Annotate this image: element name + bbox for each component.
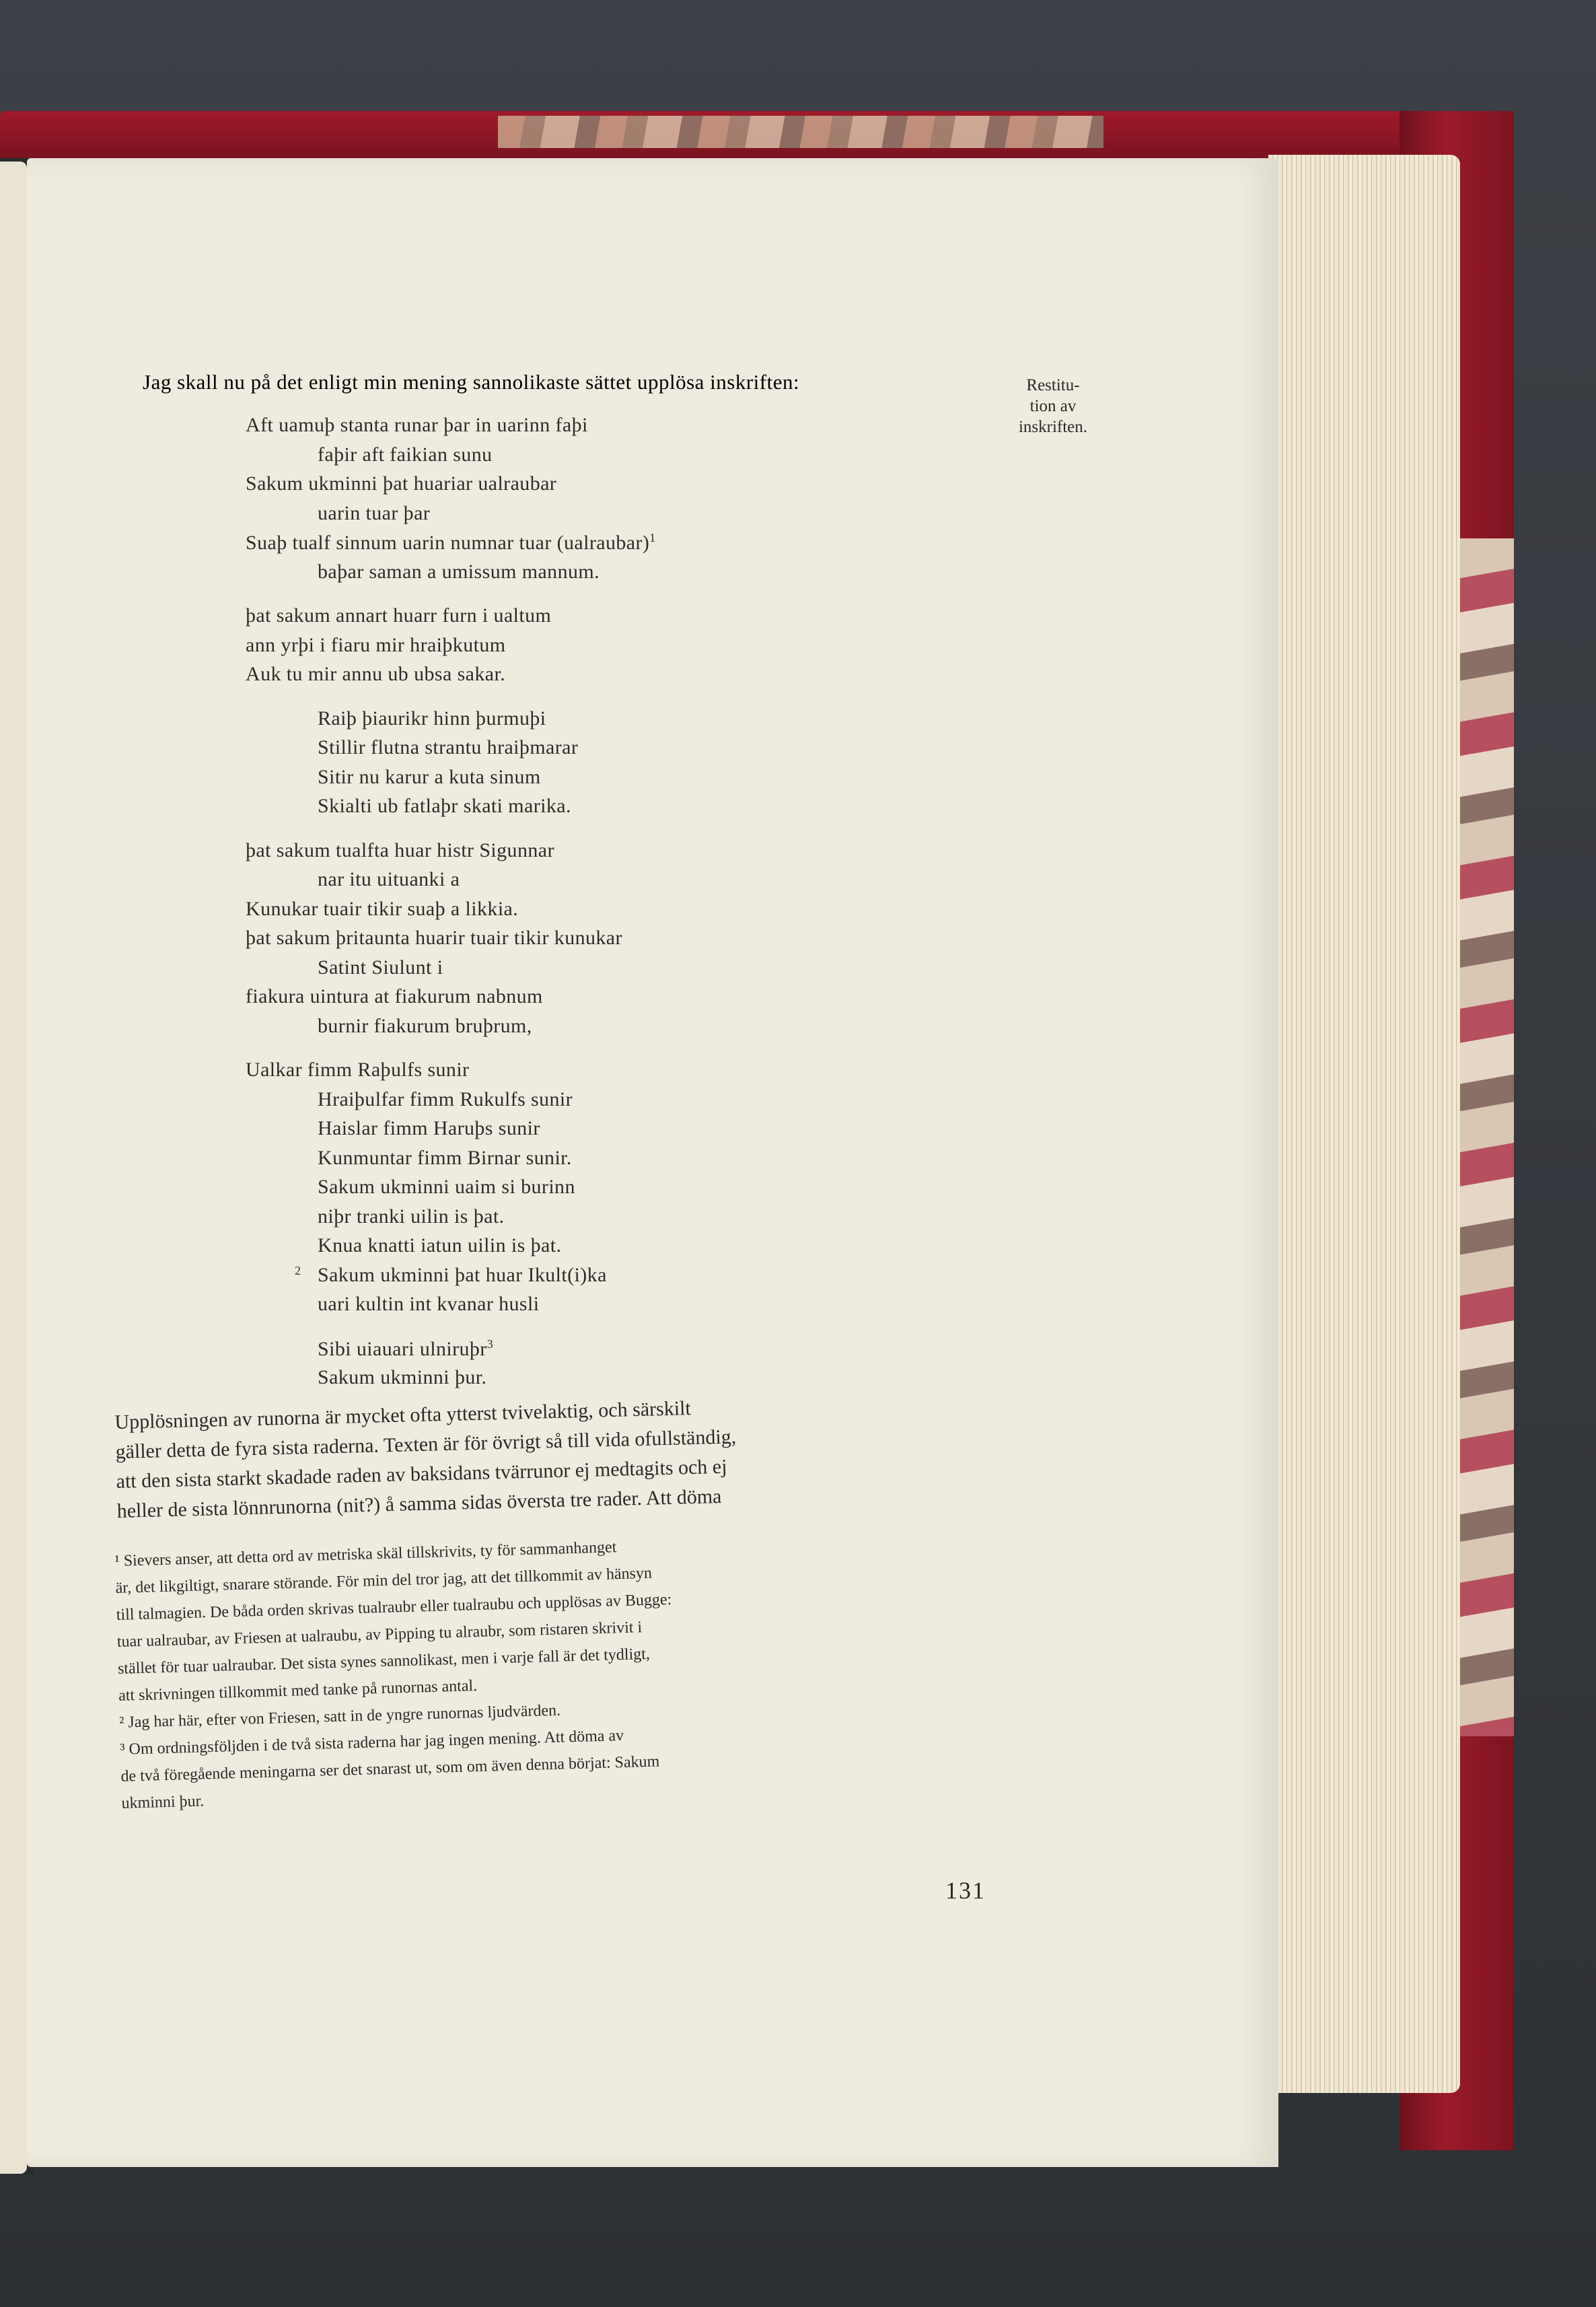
poem-line-text: Haislar fimm Haruþs sunir — [318, 1117, 540, 1139]
paragraph-line: heller de sista lönnrunorna (nit?) å samma sidas översta tre rader. Att döma — [116, 1485, 722, 1522]
poem-line-text: Knua knatti iatun uilin is þat. — [318, 1234, 562, 1256]
poem-line — [318, 868, 460, 891]
poem-line-text: Sitir nu karur a kuta sinum — [318, 766, 541, 788]
poem-line-text: þat sakum tualfta huar histr Sigunnar — [246, 839, 554, 861]
poem-line-text: niþr tranki uilin is þat. — [318, 1205, 505, 1228]
footnote-line: att skrivningen tillkommit med tanke på runornas antal. — [118, 1677, 478, 1705]
footnote-marker: 2 — [295, 1264, 301, 1277]
marbled-endpaper-top — [498, 116, 1103, 148]
poem-line — [318, 1176, 575, 1199]
poem-line-text: fiakura uintura at fiakurum nabnum — [246, 985, 543, 1007]
poem-line — [246, 472, 556, 495]
poem-line — [246, 663, 505, 686]
paragraph-line: att den sista starkt skadade raden av baksidans tvärrunor ej medtagits och ej — [116, 1455, 727, 1493]
poem-line — [246, 1059, 469, 1081]
footnotes — [114, 1524, 996, 1817]
footnote-line: ukminni þur. — [121, 1792, 205, 1812]
page-stack-edges — [1268, 155, 1460, 2093]
poem-line — [318, 795, 571, 818]
poem-line-text: Raiþ þiaurikr hinn þurmuþi — [318, 707, 546, 730]
poem-line-text: Auk tu mir annu ub ubsa sakar. — [246, 663, 506, 685]
poem-line — [318, 1147, 572, 1170]
footnote-line: ³ Om ordningsföljden i de två sista raderna har jag ingen mening. Att döma av — [120, 1726, 624, 1759]
footnote-line: tuar ualraubar, av Friesen at ualraubu, av Pipping tu alraubr, som ristaren skrivit i — [116, 1619, 643, 1651]
poem-line-text: Skialti ub fatlaþr skati marika. — [318, 795, 571, 817]
poem-line — [318, 1234, 561, 1257]
poem-line-text: Sakum ukminni þat huariar ualraubar — [246, 472, 557, 495]
footnote-line: de två föregående meningarna ser det snarast ut, som om även denna börjat: Sakum — [120, 1752, 660, 1785]
footnote-line: stället för tuar ualraubar. Det sista synes sannolikast, men i varje fall är det tydligt, — [117, 1645, 651, 1678]
poem-line — [246, 604, 551, 627]
poem-line-text: Suaþ tualf sinnum uarin numnar tuar (ualraubar) — [246, 532, 650, 554]
poem-line — [318, 736, 578, 759]
margin-note-line: inskriften. — [1018, 418, 1088, 436]
footnote-line: ¹ Sievers anser, att detta ord av metriska skäl tillskrivits, ty för sammanhanget — [114, 1538, 617, 1570]
poem-line-text: þat sakum þritaunta huarir tuair tikir kunukar — [246, 927, 622, 949]
footnote-line: ² Jag har här, efter von Friesen, satt in de yngre runornas ljudvärden. — [118, 1701, 561, 1732]
footnote-marker: 3 — [486, 1337, 494, 1351]
footnote-marker: 1 — [649, 531, 656, 544]
poem-line — [318, 956, 443, 979]
poem-line-text: Hraiþulfar fimm Rukulfs sunir — [318, 1088, 573, 1110]
poem-line-text: Kunukar tuair tikir suaþ a likkia. — [246, 898, 519, 920]
poem-line-text: uari kultin int kvanar husli — [318, 1293, 540, 1315]
poem-line — [318, 1366, 486, 1389]
book-page — [27, 158, 1278, 2167]
margin-note-line: Restitu- — [1026, 376, 1080, 394]
poem-line-text: Aft uamuþ stanta runar þar in uarinn faþi — [246, 414, 588, 436]
poem-line — [246, 531, 656, 555]
poem-line-text: Sakum ukminni þur. — [318, 1366, 487, 1388]
intro-line: Jag skall nu på det enligt min mening sannolikaste sättet upplösa inskriften: — [143, 370, 800, 394]
poem-line-text: burnir fiakurum bruþrum, — [318, 1015, 532, 1037]
poem-line — [318, 443, 493, 466]
footnote-line: är, det likgiltigt, snarare störande. För min del tror jag, att det tillkommit av hänsyn — [115, 1564, 653, 1597]
poem-line-text: faþir aft faikian sunu — [318, 443, 493, 466]
poem-line — [318, 1117, 540, 1140]
poem-line — [246, 985, 543, 1008]
poem-line-text: ann yrþi i fiaru mir hraiþkutum — [246, 634, 506, 656]
margin-note-line: tion av — [1029, 397, 1077, 415]
poem-line — [318, 1205, 504, 1228]
paragraph-line: gäller detta de fyra sista raderna. Texten är för övrigt så till vida ofullständig, — [115, 1425, 737, 1463]
poem-line-text: Sakum ukminni uaim si burinn — [318, 1176, 575, 1198]
poem-line-text: nar itu uituanki a — [318, 868, 460, 890]
poem-line-text: Sakum ukminni þat huar Ikult(i)ka — [318, 1264, 607, 1286]
poem-line — [318, 502, 430, 525]
marbled-endpaper-right — [1453, 538, 1514, 1736]
page-number: 131 — [945, 1877, 986, 1904]
poem-line — [246, 927, 622, 950]
poem-line — [318, 1015, 532, 1038]
poem-line — [318, 1088, 573, 1111]
poem-line-text: Stillir flutna strantu hraiþmarar — [318, 736, 579, 758]
paragraph-line: Upplösningen av runorna är mycket ofta ytterst tvivelaktig, och särskilt — [114, 1397, 692, 1433]
poem-line-text: baþar saman a umissum mannum. — [318, 561, 600, 583]
poem-line — [318, 561, 600, 583]
poem-line — [246, 634, 505, 657]
poem-line-text: Kunmuntar fimm Birnar sunir. — [318, 1147, 572, 1169]
footnote-line: till talmagien. De båda orden skrivas tualraubr eller tualraubu och upplösas av Bugge: — [116, 1590, 672, 1624]
poem-line-text: Ualkar fimm Raþulfs sunir — [246, 1059, 470, 1081]
poem-line — [318, 766, 541, 789]
left-page-edge — [0, 162, 27, 2174]
margin-note — [996, 375, 1110, 437]
poem-line-text: Satint Siulunt i — [318, 956, 443, 979]
poem-line — [318, 707, 546, 730]
poem-line — [246, 898, 518, 921]
poem-line-text: þat sakum annart huarr furn i ualtum — [246, 604, 552, 627]
poem-line — [246, 839, 554, 862]
poem-line — [295, 1264, 607, 1287]
poem-line-text: Sibi uiauari ulniruþr — [318, 1338, 487, 1360]
body-paragraph — [114, 1386, 992, 1526]
poem-line — [318, 1337, 493, 1361]
poem-line — [318, 1293, 539, 1316]
poem-line-text: uarin tuar þar — [318, 502, 431, 524]
poem-line — [246, 414, 588, 437]
